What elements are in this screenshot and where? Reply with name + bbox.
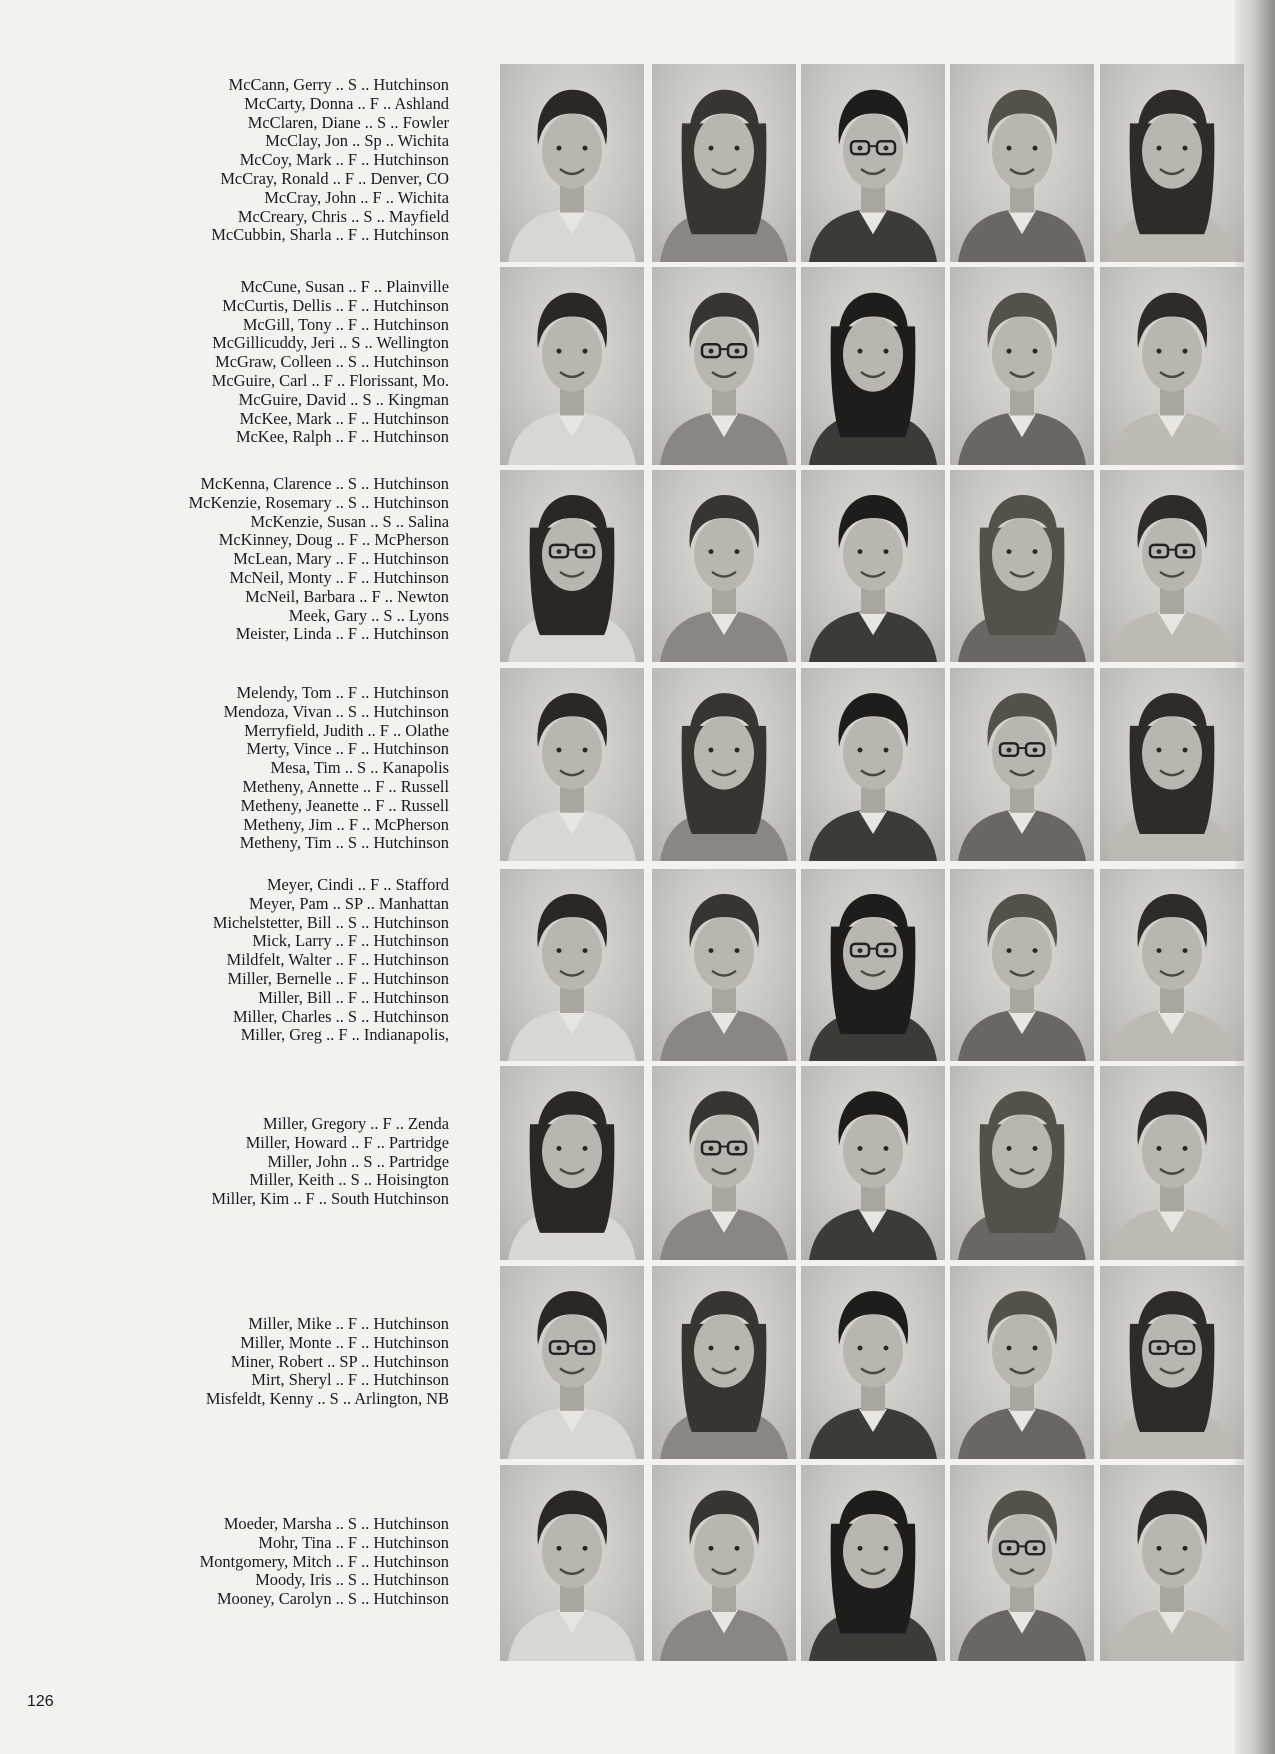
student-name-entry: Montgomery, Mitch .. F .. Hutchinson: [199, 1551, 449, 1571]
student-portrait: [500, 470, 644, 662]
student-portrait: [500, 869, 644, 1061]
student-group: [0, 1066, 1240, 1260]
student-portrait: [652, 869, 796, 1061]
student-name-entry: Mildfelt, Walter .. F .. Hutchinson: [226, 950, 449, 970]
student-portrait: [652, 267, 796, 465]
student-name-entry: Merty, Vince .. F .. Hutchinson: [246, 739, 449, 759]
student-name-entry: McCarty, Donna .. F .. Ashland: [244, 93, 449, 113]
student-name-entry: Miller, Bill .. F .. Hutchinson: [258, 987, 449, 1007]
student-name-entry: McCann, Gerry .. S .. Hutchinson: [228, 75, 449, 94]
student-portrait: [1100, 470, 1244, 662]
student-name-entry: Misfeldt, Kenny .. S .. Arlington, NB: [205, 1389, 449, 1409]
student-name-entry: Metheny, Tim .. S .. Hutchinson: [239, 833, 449, 853]
student-name-entry: McCreary, Chris .. S .. Mayfield: [237, 206, 449, 226]
student-portrait: [500, 267, 644, 465]
student-group: [0, 869, 1240, 1061]
student-portrait: [1100, 267, 1244, 465]
student-name-entry: McClay, Jon .. Sp .. Wichita: [265, 131, 449, 151]
student-portrait: [500, 64, 644, 262]
student-name-entry: Moeder, Marsha .. S .. Hutchinson: [223, 1514, 449, 1533]
student-portrait: [950, 1266, 1094, 1459]
student-portrait: [1100, 64, 1244, 262]
student-portrait: [1100, 1266, 1244, 1459]
page-number: 126: [27, 1693, 54, 1710]
student-name-entry: Mick, Larry .. F .. Hutchinson: [252, 931, 449, 951]
student-portrait: [1100, 1465, 1244, 1661]
student-portrait: [950, 869, 1094, 1061]
student-portrait: [801, 1066, 945, 1260]
student-portrait: [652, 1266, 796, 1459]
student-name-entry: McClaren, Diane .. S .. Fowler: [247, 112, 449, 132]
student-name-entry: Metheny, Jeanette .. F .. Russell: [240, 795, 449, 815]
student-name-list: [189, 475, 449, 644]
student-name-list: [206, 1315, 449, 1409]
student-name-entry: McCoy, Mark .. F .. Hutchinson: [239, 150, 449, 170]
student-name-entry: McGuire, David .. S .. Kingman: [238, 389, 449, 409]
student-name-entry: Metheny, Jim .. F .. McPherson: [243, 814, 449, 834]
student-name-entry: McKenzie, Susan .. S .. Salina: [250, 511, 449, 531]
student-portrait: [950, 1465, 1094, 1661]
student-name-entry: Miller, Kim .. F .. South Hutchinson: [211, 1189, 449, 1209]
student-name-entry: Miller, Greg .. F .. Indianapolis,: [240, 1025, 449, 1045]
student-name-entry: McKee, Mark .. F .. Hutchinson: [239, 408, 449, 428]
student-portrait: [801, 64, 945, 262]
student-portrait: [801, 869, 945, 1061]
student-group: [0, 1266, 1240, 1459]
student-name-entry: McKinney, Doug .. F .. McPherson: [218, 530, 449, 550]
student-name-entry: Mooney, Carolyn .. S .. Hutchinson: [216, 1589, 449, 1609]
student-name-list: [200, 1515, 449, 1609]
student-portrait: [652, 1465, 796, 1661]
student-portrait: [652, 470, 796, 662]
student-group: [0, 267, 1240, 465]
student-name-entry: Meyer, Cindi .. F .. Stafford: [266, 875, 449, 894]
student-name-entry: McCurtis, Dellis .. F .. Hutchinson: [222, 295, 449, 315]
student-portrait: [801, 470, 945, 662]
student-name-entry: Metheny, Annette .. F .. Russell: [242, 776, 449, 796]
student-name-entry: Miller, Charles .. S .. Hutchinson: [232, 1006, 449, 1026]
student-portrait: [950, 267, 1094, 465]
student-name-entry: Miller, Mike .. F .. Hutchinson: [248, 1314, 449, 1333]
student-portrait: [801, 267, 945, 465]
student-name-entry: Merryfield, Judith .. F .. Olathe: [244, 720, 449, 740]
student-portrait: [500, 1465, 644, 1661]
student-name-entry: Michelstetter, Bill .. S .. Hutchinson: [212, 912, 449, 932]
student-name-entry: McGuire, Carl .. F .. Florissant, Mo.: [211, 370, 449, 390]
student-portrait: [950, 1066, 1094, 1260]
student-portrait: [801, 1266, 945, 1459]
student-name-entry: McCray, Ronald .. F .. Denver, CO: [220, 168, 449, 188]
student-name-entry: Miller, Howard .. F .. Partridge: [245, 1132, 449, 1152]
student-portrait: [1100, 869, 1244, 1061]
student-name-entry: McCray, John .. F .. Wichita: [264, 187, 449, 207]
student-portrait: [801, 1465, 945, 1661]
student-name-entry: Miller, Keith .. S .. Hoisington: [249, 1170, 449, 1190]
student-name-entry: McKenna, Clarence .. S .. Hutchinson: [200, 474, 449, 493]
student-name-entry: Mohr, Tina .. F .. Hutchinson: [258, 1532, 449, 1552]
student-name-entry: McCubbin, Sharla .. F .. Hutchinson: [211, 225, 449, 245]
student-portrait: [950, 64, 1094, 262]
student-name-entry: McGraw, Colleen .. S .. Hutchinson: [215, 352, 449, 372]
student-name-entry: McGillicuddy, Jeri .. S .. Wellington: [212, 333, 449, 353]
student-name-entry: Miller, John .. S .. Partridge: [267, 1151, 449, 1171]
student-portrait: [801, 668, 945, 861]
student-name-entry: McKenzie, Rosemary .. S .. Hutchinson: [188, 492, 449, 512]
student-name-entry: Miller, Gregory .. F .. Zenda: [263, 1114, 449, 1133]
student-portrait: [950, 668, 1094, 861]
student-portrait: [1100, 668, 1244, 861]
student-name-entry: Melendy, Tom .. F .. Hutchinson: [236, 683, 449, 702]
student-name-entry: Meyer, Pam .. SP .. Manhattan: [249, 893, 449, 913]
student-group: [0, 64, 1240, 262]
student-portrait: [500, 1266, 644, 1459]
student-name-entry: McNeil, Monty .. F .. Hutchinson: [229, 567, 449, 587]
student-name-entry: Miller, Monte .. F .. Hutchinson: [240, 1332, 449, 1352]
student-name-entry: Meister, Linda .. F .. Hutchinson: [235, 624, 449, 644]
student-name-list: [212, 1115, 449, 1209]
student-name-entry: Miller, Bernelle .. F .. Hutchinson: [227, 968, 449, 988]
student-name-entry: Meek, Gary .. S .. Lyons: [288, 605, 449, 625]
student-name-entry: McNeil, Barbara .. F .. Newton: [245, 586, 449, 606]
student-name-entry: Moody, Iris .. S .. Hutchinson: [255, 1570, 449, 1590]
student-name-entry: McCune, Susan .. F .. Plainville: [240, 277, 449, 296]
student-portrait: [950, 470, 1094, 662]
student-portrait: [652, 1066, 796, 1260]
student-portrait: [500, 668, 644, 861]
student-name-entry: Mirt, Sheryl .. F .. Hutchinson: [251, 1370, 449, 1390]
student-portrait: [652, 668, 796, 861]
student-name-entry: Miner, Robert .. SP .. Hutchinson: [230, 1351, 449, 1371]
student-name-entry: Mesa, Tim .. S .. Kanapolis: [270, 758, 449, 778]
student-group: [0, 470, 1240, 662]
student-portrait: [652, 64, 796, 262]
student-name-list: [213, 876, 449, 1045]
student-portrait: [500, 1066, 644, 1260]
student-name-entry: Mendoza, Vivan .. S .. Hutchinson: [223, 701, 449, 721]
student-group: [0, 1465, 1240, 1661]
student-portrait: [1100, 1066, 1244, 1260]
student-name-list: [212, 278, 449, 447]
student-name-list: [211, 76, 449, 245]
student-group: [0, 668, 1240, 861]
student-name-entry: McKee, Ralph .. F .. Hutchinson: [235, 427, 449, 447]
student-name-list: [224, 684, 449, 853]
student-name-entry: McGill, Tony .. F .. Hutchinson: [242, 314, 449, 334]
student-name-entry: McLean, Mary .. F .. Hutchinson: [233, 549, 449, 569]
